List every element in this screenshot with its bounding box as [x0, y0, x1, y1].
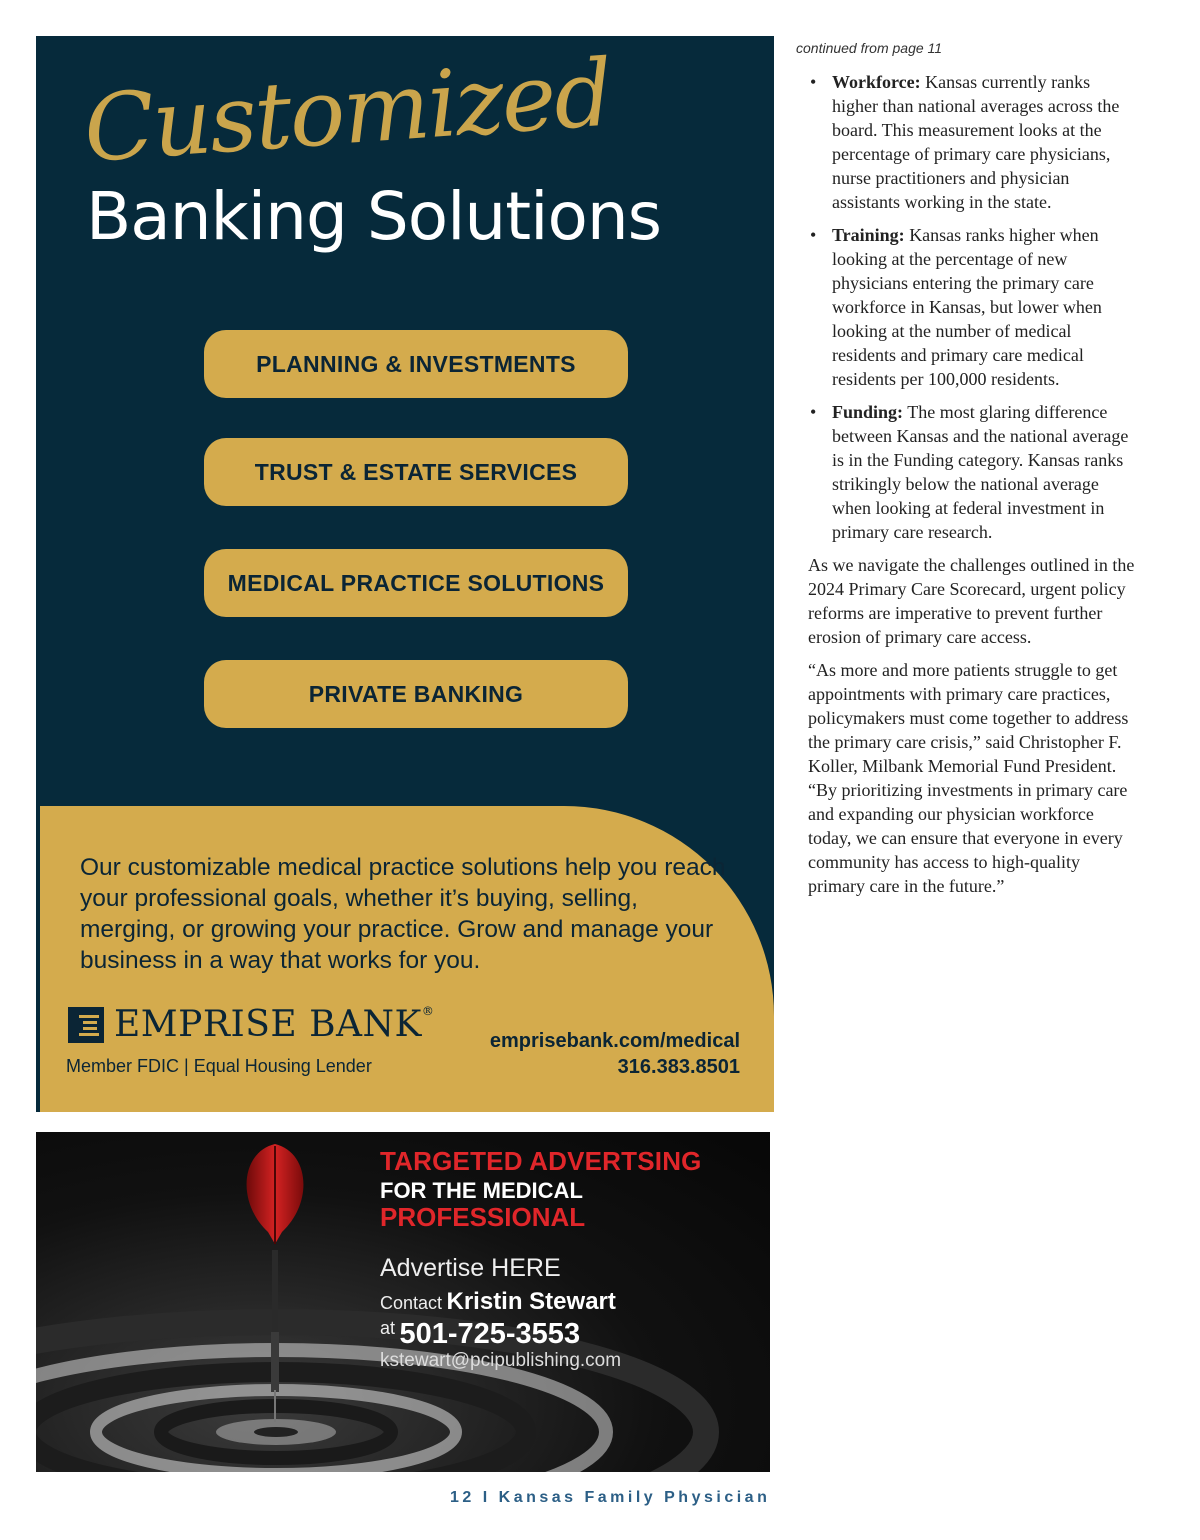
ad-bottom-panel	[40, 806, 774, 1112]
bullet-funding: • Funding: The most glaring difference between Kansas and the national average is in the Funding category. Kansas ranks strikingly below the national average when looking at federal investment in primary care research.	[796, 400, 1136, 544]
service-private-banking[interactable]: PRIVATE BANKING	[204, 660, 628, 728]
advertise-here: Advertise HERE	[380, 1254, 561, 1282]
contact-name: Kristin Stewart	[446, 1288, 616, 1315]
contact-line	[380, 1288, 616, 1316]
emprise-logo[interactable]	[68, 1004, 434, 1045]
phone-line	[380, 1318, 580, 1351]
contact-phone[interactable]: 501-725-3553	[399, 1318, 581, 1350]
bank-website-link[interactable]: emprisebank.com/medical	[489, 1030, 740, 1052]
ad-body-copy: Our customizable medical practice solutions help you reach your professional goals, whether it’s buying, selling, merging, or growing your practice. Grow and manage your business in a way that works for you.	[80, 854, 726, 974]
bank-contact	[490, 1028, 740, 1080]
at-prefix: at	[380, 1318, 396, 1338]
ad-script-title: Customized	[80, 39, 615, 184]
ad-title-line3: PROFESSIONAL	[380, 1202, 586, 1232]
article-paragraph: As we navigate the challenges outlined in the 2024 Primary Care Scorecard, urgent policy reforms are imperative to prevent further erosion of primary care access.	[808, 555, 1135, 647]
service-trust-estate[interactable]: TRUST & ESTATE SERVICES	[204, 438, 628, 506]
ad-title-line1: TARGETED ADVERTSING	[380, 1146, 702, 1176]
page-footer: 12 I Kansas Family Physician	[450, 1489, 771, 1506]
bullet-training: • Training: Kansas ranks higher when looking at the percentage of new physicians entering the primary care workforce in Kansas, but lower when looking at the number of medical residents and primary care medical residents per 100,000 residents.	[796, 223, 1136, 391]
ad-headline: Banking Solutions	[86, 178, 662, 255]
dartboard-rings	[36, 1322, 706, 1472]
bank-disclaimer: Member FDIC | Equal Housing Lender	[66, 1056, 372, 1076]
article-quote-paragraph: “As more and more patients struggle to get appointments with primary care practices, policymakers must come together to address the primary care crisis,” said Christopher F. Koller, Milbank Memorial Fund President. “By prioritizing investments in primary care and expanding our physician workforce today, we can ensure that everyone in every community has access to high-quality primary care in the future.”	[808, 660, 1129, 896]
bank-phone[interactable]: 316.383.8501	[617, 1056, 740, 1078]
service-planning-investments[interactable]: PLANNING & INVESTMENTS	[204, 330, 628, 398]
emprise-bank-ad[interactable]	[36, 36, 774, 1112]
contact-prefix: Contact	[380, 1293, 443, 1313]
bullet-workforce: • Workforce: Kansas currently ranks higher than national averages across the board. This measurement looks at the percentage of primary care physicians, nurse practitioners and physician assistants working in the state.	[796, 70, 1136, 214]
bank-name: EMPRISE BANK®	[114, 1004, 435, 1045]
continued-note: continued from page 11	[796, 40, 943, 56]
emprise-logo-mark-icon	[68, 1007, 104, 1043]
article-column	[796, 40, 1136, 907]
contact-email[interactable]: kstewart@pcipublishing.com	[380, 1350, 622, 1371]
scorecard-bullets	[796, 70, 1136, 544]
ad-title-line2: FOR THE MEDICAL	[380, 1178, 583, 1203]
service-medical-practice[interactable]: MEDICAL PRACTICE SOLUTIONS	[204, 549, 628, 617]
targeted-advertising-ad[interactable]	[36, 1132, 770, 1472]
